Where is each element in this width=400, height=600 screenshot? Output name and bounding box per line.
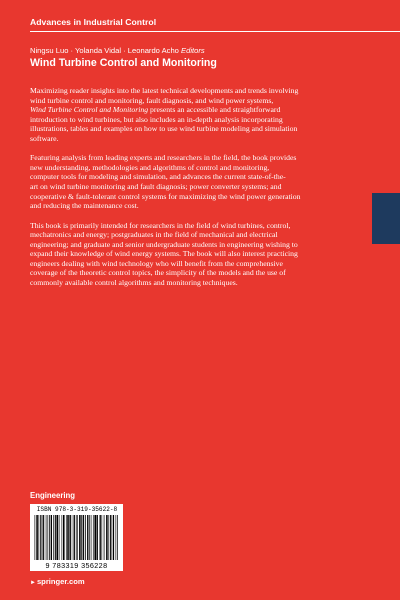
- barcode-bar: [117, 515, 118, 560]
- header-rule: [30, 31, 400, 32]
- barcode-bar: [49, 515, 50, 560]
- barcode-bar: [97, 515, 98, 560]
- arrow-icon: ►: [30, 580, 36, 586]
- barcode-bar: [110, 515, 111, 560]
- description-line: cooperative & fault-tolerant control systems for maximizing the wind power generation: [30, 191, 301, 201]
- barcode-bar: [93, 515, 94, 560]
- description-paragraph-3: [30, 221, 368, 288]
- book-description: [30, 86, 368, 297]
- barcode-bar: [100, 515, 101, 560]
- barcode: [30, 504, 123, 571]
- publisher-url[interactable]: [30, 577, 85, 586]
- barcode-bar: [40, 515, 41, 560]
- barcode-bar: [87, 515, 88, 560]
- barcode-bar: [85, 515, 86, 560]
- isbn-text: ISBN 978-3-319-35622-8: [36, 506, 118, 513]
- description-line: engineers dealing with wind technology who will benefit from the comprehensive: [30, 258, 283, 268]
- barcode-digits: 9 783319 356228: [45, 561, 108, 570]
- barcode-bar: [63, 515, 64, 560]
- barcode-bar: [47, 515, 48, 560]
- editors-role: Editors: [181, 46, 205, 55]
- description-line: mechatronics and energy; postgraduates in the field of mechanical and electrical: [30, 230, 278, 240]
- barcode-bar: [37, 515, 38, 560]
- description-line: This book is primarily intended for researchers in the field of wind turbines, control,: [30, 220, 291, 230]
- barcode-bar: [89, 515, 90, 560]
- description-line: Featuring analysis from leading experts and researchers in the field, the book provides: [30, 153, 297, 163]
- description-line: software.: [30, 133, 59, 143]
- publisher-url-text: springer.com: [36, 577, 85, 586]
- barcode-bar: [43, 515, 44, 560]
- barcode-bar: [68, 515, 69, 560]
- barcode-bar: [95, 515, 96, 560]
- description-paragraph-2: [30, 153, 368, 211]
- description-line: commonly available control algorithms and monitoring techniques.: [30, 278, 238, 288]
- description-line: expand their knowledge of wind energy systems. The book will also interest practicing: [30, 249, 298, 259]
- book-title: Wind Turbine Control and Monitoring: [30, 57, 217, 69]
- editor-names: Ningsu Luo · Yolanda Vidal · Leonardo Acho: [30, 46, 179, 55]
- editors-line: [30, 46, 205, 55]
- barcode-bar: [107, 515, 108, 560]
- description-line: and reducing the maintenance cost.: [30, 201, 139, 211]
- description-line: [30, 105, 368, 115]
- description-line: coverage of the theoretic control topics, the simplicity of the models and the use of: [30, 268, 286, 278]
- barcode-bar: [53, 515, 54, 560]
- barcode-bar: [77, 515, 78, 560]
- barcode-bar: [74, 515, 75, 560]
- barcode-bar: [36, 515, 37, 560]
- description-paragraph-1: [30, 86, 368, 144]
- barcode-bars: [34, 515, 119, 560]
- description-line: illustrations, tables and examples on how to use wind turbine modeling and simulation: [30, 124, 298, 134]
- spine-color-tab: [372, 193, 400, 244]
- barcode-bar: [51, 515, 52, 560]
- series-name: Advances in Industrial Control: [30, 17, 157, 27]
- barcode-bar: [66, 515, 67, 560]
- description-line: new understanding, methodologies and algorithms of control and monitoring,: [30, 162, 270, 172]
- barcode-bar: [79, 515, 80, 560]
- barcode-bar: [55, 515, 56, 560]
- barcode-bar: [106, 515, 107, 560]
- barcode-bar: [113, 515, 114, 560]
- subject-category: Engineering: [30, 491, 76, 500]
- description-line: engineering; and graduate and senior undergraduate students in engineering wishing to: [30, 239, 298, 249]
- description-line-rest: presents an accessible and straightforward: [148, 105, 281, 115]
- description-line: art on wind turbine monitoring and fault diagnosis; power converter systems; and: [30, 182, 282, 192]
- barcode-bar: [83, 515, 84, 560]
- description-line: introduction to wind turbines, but also includes an in-depth analysis incorporating: [30, 114, 283, 124]
- barcode-bar: [57, 515, 58, 560]
- barcode-bar: [80, 515, 81, 560]
- description-line: wind turbine control and monitoring, fault diagnosis, and wind power systems,: [30, 95, 274, 105]
- description-line: Maximizing reader insights into the latest technical developments and trends involving: [30, 86, 299, 95]
- description-line: computer tools for modeling and simulation, and advances the current state-of-the-: [30, 172, 286, 182]
- barcode-bar: [70, 515, 71, 560]
- italic-title-ref: Wind Turbine Control and Monitoring: [30, 105, 149, 115]
